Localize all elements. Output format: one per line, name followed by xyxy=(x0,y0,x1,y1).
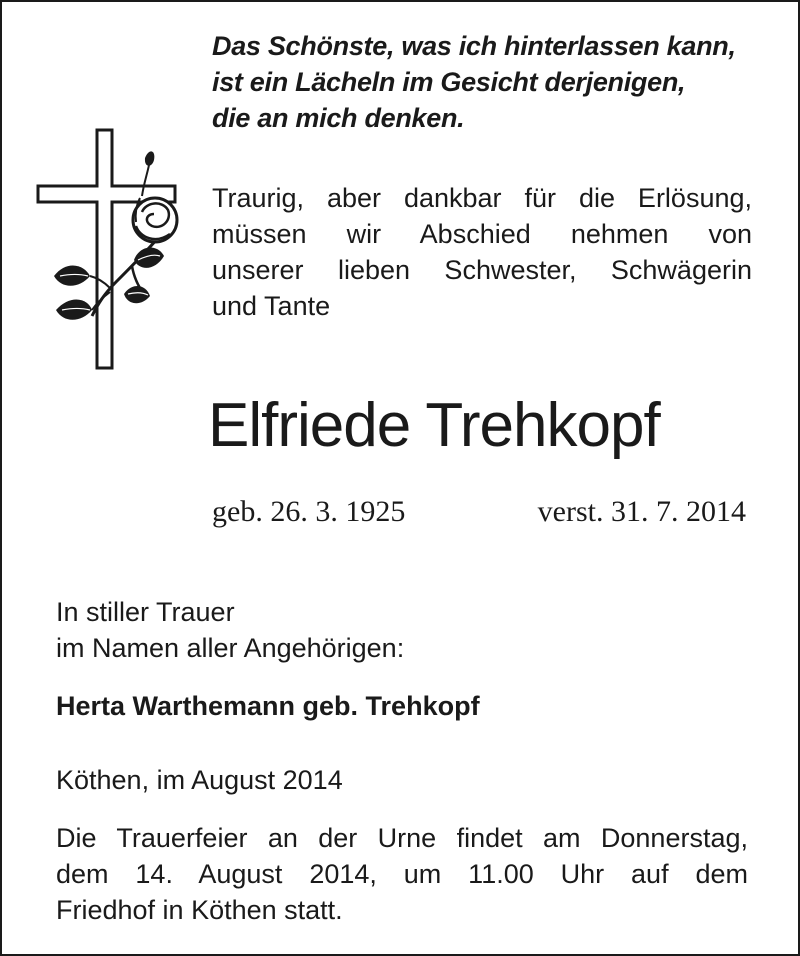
mourning-text xyxy=(56,594,404,666)
funeral-line: Friedhof in Köthen statt. xyxy=(56,895,343,925)
funeral-line: dem 14. August 2014, um 11.00 Uhr auf dem xyxy=(56,859,748,889)
intro-line: unserer lieben Schwester, Schwägerin xyxy=(212,255,752,285)
quote-line: die an mich denken. xyxy=(212,103,465,133)
mourning-line: im Namen aller Angehörigen: xyxy=(56,633,405,663)
quote-line: ist ein Lächeln im Gesicht derjenigen, xyxy=(212,67,686,97)
funeral-details xyxy=(56,820,748,928)
quote-line: Das Schönste, was ich hinterlassen kann, xyxy=(212,31,736,61)
intro-text xyxy=(212,180,752,324)
signer-name: Herta Warthemann geb. Trehkopf xyxy=(56,691,480,721)
death-date: verst. 31. 7. 2014 xyxy=(537,495,746,528)
memorial-quote xyxy=(212,28,736,136)
place-date: Köthen, im August 2014 xyxy=(56,765,343,795)
intro-line: müssen wir Abschied nehmen von xyxy=(212,219,752,249)
intro-line: Traurig, aber dankbar für die Erlösung, xyxy=(212,183,752,213)
intro-line: und Tante xyxy=(212,291,331,321)
birth-date: geb. 26. 3. 1925 xyxy=(212,495,406,528)
mourning-line: In stiller Trauer xyxy=(56,597,235,627)
funeral-line: Die Trauerfeier an der Urne findet am Donnerstag, xyxy=(56,823,748,853)
life-dates xyxy=(212,492,746,532)
deceased-name: Elfriede Trehkopf xyxy=(208,391,660,460)
cross-with-rose-icon xyxy=(32,126,192,376)
